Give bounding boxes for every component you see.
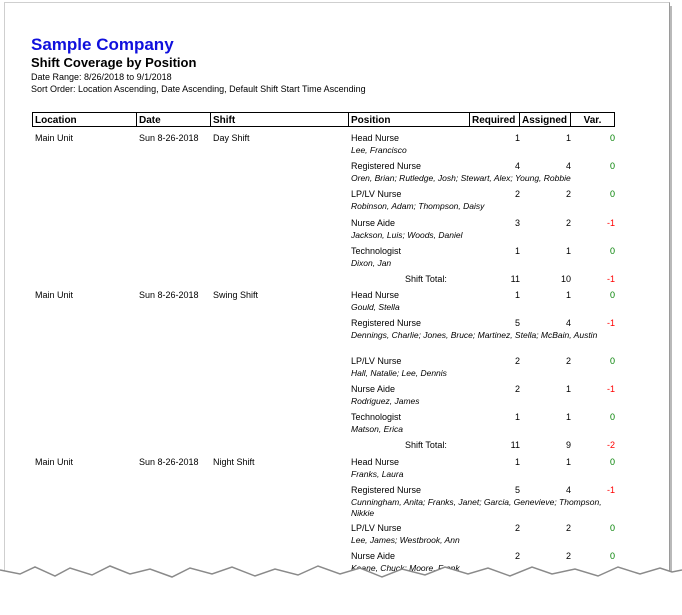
col-header-assigned: Assigned bbox=[519, 112, 571, 127]
total-assigned: 10 bbox=[560, 274, 571, 284]
variance-value: -1 bbox=[606, 384, 615, 394]
required-value: 2 bbox=[514, 356, 520, 366]
position-employees: Dennings, Charlie; Jones, Bruce; Martinez, Stella; McBain, Austin bbox=[351, 330, 598, 340]
position-name: Registered Nurse bbox=[351, 485, 422, 495]
col-header-location: Location bbox=[32, 112, 137, 127]
location-cell: Main Unit bbox=[35, 457, 74, 467]
required-value: 1 bbox=[514, 412, 520, 422]
position-name: Technologist bbox=[351, 246, 402, 256]
shift-cell: Day Shift bbox=[213, 133, 250, 143]
position-name: Head Nurse bbox=[351, 290, 400, 300]
position-employees: Franks, Laura bbox=[351, 469, 404, 479]
required-value: 2 bbox=[514, 189, 520, 199]
required-value: 4 bbox=[514, 161, 520, 171]
col-header-var: Var. bbox=[570, 112, 615, 127]
variance-value: 0 bbox=[609, 246, 615, 256]
position-employees: Jackson, Luis; Woods, Daniel bbox=[351, 230, 463, 240]
col-header-required: Required bbox=[469, 112, 520, 127]
assigned-value: 2 bbox=[565, 356, 571, 366]
variance-value: 0 bbox=[609, 551, 615, 561]
assigned-value: 2 bbox=[565, 189, 571, 199]
location-cell: Main Unit bbox=[35, 290, 74, 300]
position-employees: Cunningham, Anita; Franks, Janet; Garcia, Genevieve; Thompson, bbox=[351, 497, 602, 507]
location-cell: Main Unit bbox=[35, 133, 74, 143]
total-required: 11 bbox=[510, 440, 520, 450]
variance-value: 0 bbox=[609, 523, 615, 533]
assigned-value: 1 bbox=[565, 457, 571, 467]
shift-cell: Swing Shift bbox=[213, 290, 259, 300]
position-name: Registered Nurse bbox=[351, 318, 422, 328]
required-value: 2 bbox=[514, 523, 520, 533]
position-name: LP/LV Nurse bbox=[351, 189, 402, 199]
variance-value: 0 bbox=[609, 457, 615, 467]
position-employees: Hall, Natalie; Lee, Dennis bbox=[351, 368, 447, 378]
variance-value: 0 bbox=[609, 161, 615, 171]
position-name: Head Nurse bbox=[351, 457, 400, 467]
required-value: 3 bbox=[514, 218, 520, 228]
assigned-value: 4 bbox=[565, 485, 571, 495]
position-name: Nurse Aide bbox=[351, 218, 396, 228]
position-name: Technologist bbox=[351, 412, 402, 422]
position-employees: Matson, Erica bbox=[351, 424, 403, 434]
variance-value: -1 bbox=[606, 218, 615, 228]
col-header-position: Position bbox=[348, 112, 470, 127]
position-employees: Keane, Chuck; Moore, Frank bbox=[351, 563, 460, 573]
col-header-date: Date bbox=[136, 112, 211, 127]
position-employees: Lee, James; Westbrook, Ann bbox=[351, 535, 460, 545]
position-name: Head Nurse bbox=[351, 133, 400, 143]
assigned-value: 1 bbox=[565, 412, 571, 422]
position-employees: Robinson, Adam; Thompson, Daisy bbox=[351, 201, 485, 211]
shift-total-label: Shift Total: bbox=[405, 440, 447, 450]
required-value: 5 bbox=[514, 485, 520, 495]
date-cell: Sun 8-26-2018 bbox=[139, 133, 199, 143]
position-name: LP/LV Nurse bbox=[351, 356, 402, 366]
total-variance: -2 bbox=[606, 440, 615, 450]
assigned-value: 2 bbox=[565, 523, 571, 533]
position-employees: Lee, Francisco bbox=[351, 145, 407, 155]
report-title: Shift Coverage by Position bbox=[31, 55, 197, 70]
position-employees-cont: Nikkie bbox=[351, 508, 375, 518]
assigned-value: 2 bbox=[565, 551, 571, 561]
assigned-value: 4 bbox=[565, 161, 571, 171]
total-variance: -1 bbox=[606, 274, 615, 284]
position-name: LP/LV Nurse bbox=[351, 523, 402, 533]
variance-value: -1 bbox=[606, 485, 615, 495]
date-range: Date Range: 8/26/2018 to 9/1/2018 bbox=[31, 72, 172, 82]
required-value: 5 bbox=[514, 318, 520, 328]
variance-value: 0 bbox=[609, 356, 615, 366]
torn-edge bbox=[0, 562, 682, 615]
variance-value: -1 bbox=[606, 318, 615, 328]
assigned-value: 1 bbox=[565, 290, 571, 300]
position-employees: Oren, Brian; Rutledge, Josh; Stewart, Alex; Young, Robbie bbox=[351, 173, 571, 183]
required-value: 1 bbox=[514, 457, 520, 467]
assigned-value: 4 bbox=[565, 318, 571, 328]
assigned-value: 1 bbox=[565, 133, 571, 143]
assigned-value: 2 bbox=[565, 218, 571, 228]
assigned-value: 1 bbox=[565, 384, 571, 394]
position-employees: Dixon, Jan bbox=[351, 258, 392, 268]
position-name: Nurse Aide bbox=[351, 551, 396, 561]
position-employees: Gould, Stella bbox=[351, 302, 400, 312]
shift-total-label: Shift Total: bbox=[405, 274, 447, 284]
variance-value: 0 bbox=[609, 412, 615, 422]
total-required: 11 bbox=[510, 274, 520, 284]
total-assigned: 9 bbox=[565, 440, 571, 450]
shift-cell: Night Shift bbox=[213, 457, 255, 467]
required-value: 1 bbox=[514, 246, 520, 256]
date-cell: Sun 8-26-2018 bbox=[139, 290, 199, 300]
company-name: Sample Company bbox=[31, 35, 174, 54]
variance-value: 0 bbox=[609, 189, 615, 199]
required-value: 1 bbox=[514, 290, 520, 300]
required-value: 2 bbox=[514, 551, 520, 561]
assigned-value: 1 bbox=[565, 246, 571, 256]
col-header-shift: Shift bbox=[210, 112, 349, 127]
required-value: 2 bbox=[514, 384, 520, 394]
variance-value: 0 bbox=[609, 133, 615, 143]
required-value: 1 bbox=[514, 133, 520, 143]
position-employees: Rodriguez, James bbox=[351, 396, 420, 406]
position-name: Nurse Aide bbox=[351, 384, 396, 394]
position-name: Registered Nurse bbox=[351, 161, 422, 171]
variance-value: 0 bbox=[609, 290, 615, 300]
date-cell: Sun 8-26-2018 bbox=[139, 457, 199, 467]
sort-order: Sort Order: Location Ascending, Date Ascending, Default Shift Start Time Ascending bbox=[31, 84, 366, 94]
